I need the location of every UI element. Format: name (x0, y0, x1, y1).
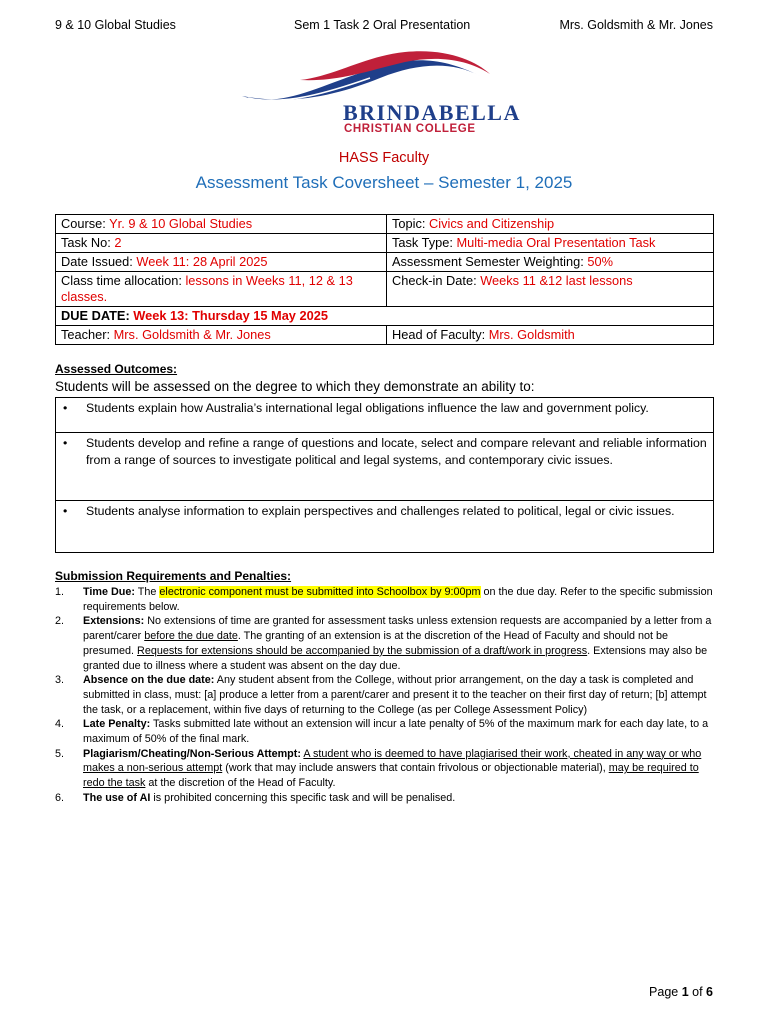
course-value: Yr. 9 & 10 Global Studies (109, 216, 253, 231)
task-no-label: Task No: (61, 235, 115, 250)
table-row (56, 501, 714, 553)
item-heading: The use of AI (83, 791, 151, 804)
task-no-value: 2 (114, 235, 122, 250)
teacher-label: Teacher: (61, 327, 114, 342)
logo-subtitle: CHRISTIAN COLLEGE (344, 123, 476, 135)
head-of-faculty-value: Mrs. Goldsmith (488, 327, 575, 342)
item-number: 3. (55, 674, 65, 687)
due-date-cell (56, 307, 714, 326)
due-date-label: DUE DATE: (61, 308, 134, 323)
checkin-value: Weeks 11 &12 last lessons (480, 273, 633, 288)
outcome-item: • Students explain how Australia’s international legal obligations influence the law and government policy. (60, 400, 707, 417)
item-heading: Plagiarism/Cheating/Non-Serious Attempt: (83, 747, 301, 760)
header-task: Sem 1 Task 2 Oral Presentation (294, 18, 471, 32)
class-time-label: Class time allocation: (61, 273, 186, 288)
item-text: No extensions of time are granted for assessment tasks unless extension requests are accompanied by a letter from a parent/carer (83, 615, 712, 643)
outcome-cell (56, 398, 714, 433)
class-time-value: lessons in Weeks 11, 12 & 13 classes. (61, 273, 353, 304)
list-item (55, 673, 715, 717)
list-item (55, 717, 715, 746)
date-issued-value: Week 11: 28 April 2025 (136, 254, 268, 269)
item-text: (work that may include answers that contain frivolous or objectionable material), (222, 762, 609, 775)
logo-ribbon-icon (240, 48, 530, 108)
outcome-item: • Students develop and refine a range of questions and locate, select and compare relevant and reliable information from a range of sources to investigate political and legal systems, and contemporary civic issues. (60, 435, 707, 468)
head-of-faculty-cell (387, 326, 714, 345)
task-info-table (55, 214, 714, 345)
task-no-cell (56, 234, 387, 253)
assessed-outcomes-heading: Assessed Outcomes: (55, 362, 178, 376)
table-row (56, 307, 714, 326)
table-row (56, 398, 714, 433)
weighting-label: Assessment Semester Weighting: (392, 254, 588, 269)
due-date-value: Week 13: Thursday 15 May 2025 (133, 308, 328, 323)
logo-name: BRINDABELLA (343, 100, 521, 125)
class-time-cell (56, 272, 387, 307)
item-heading: Time Due: (83, 586, 135, 598)
table-row (56, 253, 714, 272)
item-text: The (135, 586, 160, 598)
item-number: 6. (55, 791, 65, 804)
underlined-text: A student who is deemed to have plagiarised their work, cheated in any way or who makes a non-serious attempt (83, 747, 702, 775)
teacher-cell (56, 326, 387, 345)
underlined-text: Requests for extensions should be accompanied by the submission of a draft/work in progress (137, 644, 588, 657)
faculty-name: HASS Faculty (338, 150, 430, 166)
header-teachers: Mrs. Goldsmith & Mr. Jones (559, 18, 713, 32)
table-row (56, 272, 714, 307)
item-text: Any student absent from the College, without prior arrangement, on the day a task is completed and submitted in class, must: [a] produce a letter from a parent/carer and present it to the teacher on their first day of return; [b] attempt the task, or a replacement, within five days of returning to the College (as per College Assessment Policy) (83, 674, 707, 716)
page-number (649, 985, 713, 999)
table-row (56, 215, 714, 234)
item-text: at the discretion of the Head of Faculty. (145, 777, 336, 790)
list-item (55, 747, 715, 791)
item-text: . The granting of an extension is at the discretion of the Head of Faculty and should not be presumed. (83, 630, 669, 657)
item-number: 1. (55, 586, 65, 598)
assessed-outcomes-intro: Students will be assessed on the degree to which they demonstrate an ability to: (55, 379, 535, 394)
task-type-cell (387, 234, 714, 253)
course-label: Course: (61, 216, 110, 231)
underlined-text: before the due date (144, 630, 238, 643)
outcome-item: • Students analyse information to explain perspectives and challenges related to political, legal or civic issues. (60, 503, 707, 520)
date-issued-label: Date Issued: (61, 254, 137, 269)
total-pages: 6 (706, 985, 713, 999)
underlined-text: may be required to redo the task (83, 762, 699, 790)
table-row (56, 234, 714, 253)
teacher-value: Mrs. Goldsmith & Mr. Jones (113, 327, 271, 342)
list-item (55, 585, 715, 614)
table-row (56, 433, 714, 501)
item-number: 2. (55, 615, 65, 628)
item-text: on the due day. Refer to the specific submission requirements below. (83, 586, 713, 613)
item-number: 5. (55, 747, 65, 760)
checkin-label: Check-in Date: (392, 273, 481, 288)
highlighted-text: electronic component must be submitted into Schoolbox by 9:00pm (159, 586, 481, 598)
header-course: 9 & 10 Global Studies (55, 18, 176, 32)
item-heading: Absence on the due date: (83, 674, 215, 687)
item-text: . Extensions may also be granted due to illness where a student was absent on the day due. (83, 644, 708, 672)
current-page: 1 (681, 985, 689, 999)
weighting-cell (387, 253, 714, 272)
outcomes-table (55, 397, 714, 553)
task-type-value: Multi-media Oral Presentation Task (456, 235, 656, 250)
submission-heading: Submission Requirements and Penalties: (55, 569, 292, 583)
item-heading: Extensions: (83, 615, 145, 628)
outcome-cell (56, 433, 714, 501)
outcome-cell (56, 501, 714, 553)
topic-cell (387, 215, 714, 234)
page-title: Assessment Task Coversheet – Semester 1, 2025 (195, 173, 573, 192)
checkin-cell (387, 272, 714, 307)
task-type-label: Task Type: (392, 235, 457, 250)
list-item (55, 614, 715, 673)
table-row (56, 326, 714, 345)
topic-label: Topic: (392, 216, 429, 231)
list-item (55, 791, 715, 806)
of-word: of (688, 985, 707, 999)
item-heading: Late Penalty: (83, 718, 151, 731)
submission-list (55, 585, 715, 806)
college-logo (240, 48, 530, 140)
weighting-value: 50% (587, 254, 613, 269)
page-word: Page (649, 985, 682, 999)
date-issued-cell (56, 253, 387, 272)
item-text: is prohibited concerning this specific task and will be penalised. (150, 791, 456, 804)
item-text: Tasks submitted late without an extension will incur a late penalty of 5% of the maximum mark for each day late, to a maximum of 50% of the final mark. (83, 718, 709, 746)
page-header (55, 18, 713, 36)
head-of-faculty-label: Head of Faculty: (392, 327, 489, 342)
course-cell (56, 215, 387, 234)
topic-value: Civics and Citizenship (429, 216, 555, 231)
item-number: 4. (55, 718, 65, 731)
